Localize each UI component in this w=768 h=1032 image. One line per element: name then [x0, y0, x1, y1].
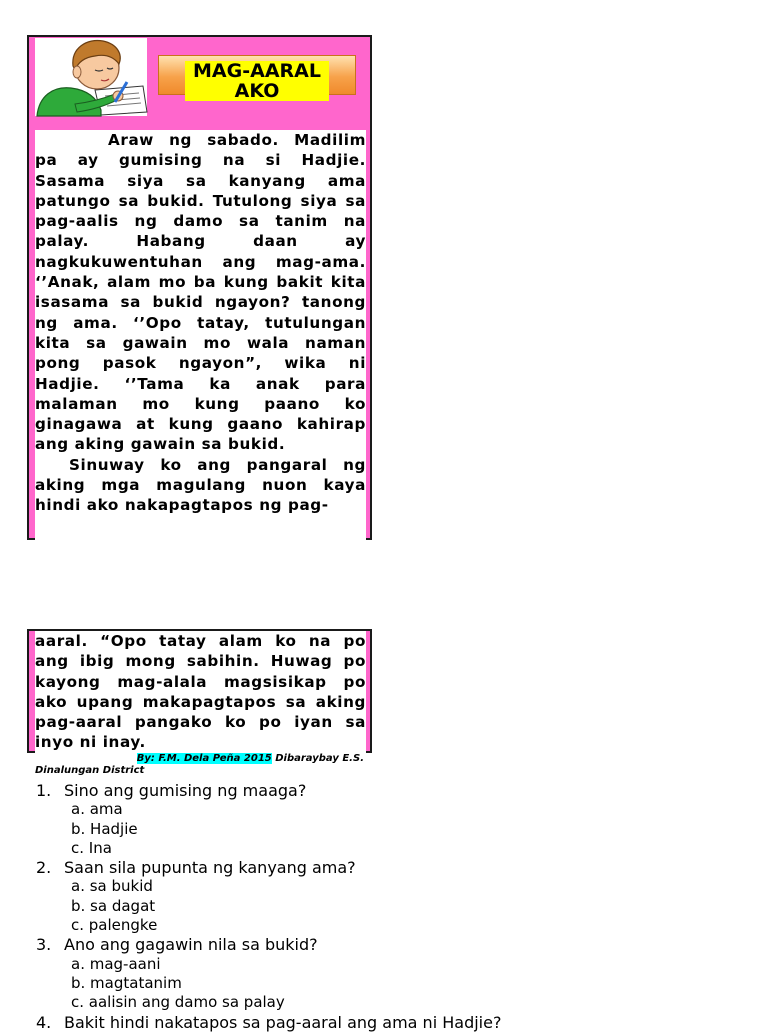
answer-choice: b. sa dagat: [71, 896, 156, 915]
story-paragraph-1: Araw ng sabado. Madilim pa ay gumising na si Hadjie. Sasama siya sa kanyang ama patungo sa bukid. Tutulong siya sa pag-aalis ng damo sa tanim na palay. Habang daan ay nagkukuwentuhan ang mag-ama. ‘’Anak, alam mo ba kung bakit kita isasama sa bukid ngayon? tanong ng ama. ‘’Opo tatay, tutulungan kita sa gawain mo wala naman pong pasok ngayon”, wika ni Hadjie. ‘’Tama ka anak para malaman mo kung paano ko ginagawa at kung gaano kahirap ang aking gawain sa bukid.: [35, 131, 366, 454]
answer-choice: a. sa bukid: [71, 877, 153, 896]
question-item: [36, 858, 736, 877]
question-text: Sino ang gumising ng maaga?: [64, 781, 307, 800]
student-writing-icon: [35, 38, 147, 116]
question-number: 4.: [36, 1012, 52, 1032]
question-text: Ano ang gagawin nila sa bukid?: [64, 935, 318, 955]
answer-choice: a. ama: [71, 800, 123, 819]
story-author: By: F.M. Dela Peña 2015: [136, 752, 272, 764]
story-text-part1: [35, 130, 366, 542]
answer-choice: c. aalisin ang damo sa palay: [71, 993, 285, 1012]
story-district: Dinalungan District: [35, 764, 145, 776]
question-item: [36, 1013, 736, 1032]
story-title-box: [158, 55, 356, 102]
answer-choice: c. Ina: [71, 838, 112, 857]
student-writing-illustration: [35, 38, 147, 116]
story-credit: [35, 753, 366, 765]
story-card-top: [27, 35, 372, 540]
answer-choice: c. palengke: [71, 916, 158, 935]
question-text: Saan sila pupunta ng kanyang ama?: [64, 858, 356, 878]
answer-choice: b. Hadjie: [71, 819, 138, 838]
story-text-part2: [35, 631, 366, 776]
answer-choice: b. magtatanim: [71, 973, 182, 992]
question-text: Bakit hindi nakatapos sa pag-aaral ang ama ni Hadjie?: [64, 1012, 502, 1032]
story-title: MAG-AARAL AKO: [185, 61, 329, 101]
answer-choice: a. mag-aani: [71, 954, 161, 973]
question-number: 1.: [36, 781, 52, 800]
story-paragraph-2: Sinuway ko ang pangaral ng aking mga magulang nuon kaya hindi ako nakapagtapos ng pag-: [35, 455, 366, 515]
question-item: [36, 781, 736, 800]
question-number: 2.: [36, 858, 52, 878]
question-item: [36, 935, 736, 954]
story-school: Dibaraybay E.S.: [271, 752, 364, 764]
story-paragraph-3: aaral. “Opo tatay alam ko na po ang ibig mong sabihin. Huwag po kayong mag-alala magsisikap po ako upang makapagtapos sa aking pag-aaral pangako ko po iyan sa inyo ni inay.: [35, 632, 366, 752]
question-number: 3.: [36, 935, 52, 955]
story-card-bottom: [27, 629, 372, 776]
questions-list: [36, 781, 736, 1032]
